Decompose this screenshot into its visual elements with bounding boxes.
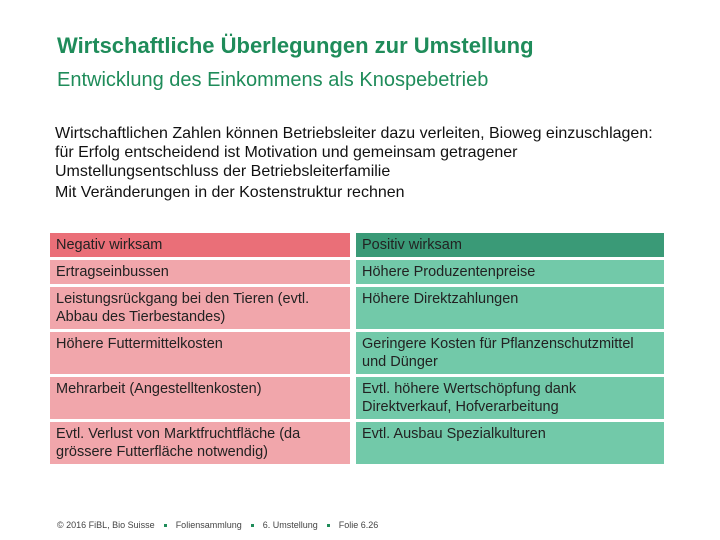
positive-cell: Höhere Direktzahlungen	[356, 287, 664, 329]
footer-slide-number: Folie 6.26	[338, 520, 379, 530]
negative-cell: Evtl. Verlust von Marktfruchtfläche (da grössere Futterfläche notwendig)	[50, 422, 350, 464]
footer-chapter: 6. Umstellung	[262, 520, 318, 530]
negative-cell: Höhere Futtermittelkosten	[50, 332, 350, 374]
negative-cell: Leistungsrückgang bei den Tieren (evtl. Abbau des Tierbestandes)	[50, 287, 350, 329]
intro-paragraph: Wirtschaftlichen Zahlen können Betriebsleiter dazu verleiten, Bioweg einzuschlagen: für Erfolg entscheidend ist Motivation und gemeinsam getragener Umstellungsentschluss der Betriebsleiterfamilie	[55, 125, 653, 180]
intro-paragraph: Mit Veränderungen in der Kostenstruktur rechnen	[55, 184, 405, 201]
table-row	[50, 287, 664, 329]
table-row	[50, 422, 664, 464]
table-row	[50, 260, 664, 284]
footer-collection: Foliensammlung	[175, 520, 242, 530]
negative-cell: Mehrarbeit (Angestelltenkosten)	[50, 377, 350, 419]
positive-cell: Höhere Produzentenpreise	[356, 260, 664, 284]
footer-copyright: © 2016 FiBL, Bio Suisse	[57, 520, 155, 530]
comparison-table	[44, 230, 670, 467]
negative-cell: Ertragseinbussen	[50, 260, 350, 284]
slide-title: Wirtschaftliche Überlegungen zur Umstellung	[57, 33, 534, 58]
positive-header: Positiv wirksam	[356, 233, 664, 257]
table-header-row	[50, 233, 664, 257]
slide-subtitle: Entwicklung des Einkommens als Knospebetrieb	[57, 69, 489, 91]
table-row	[50, 377, 664, 419]
footer-separator	[327, 524, 330, 527]
footer	[57, 520, 378, 530]
positive-cell: Evtl. höhere Wertschöpfung dank Direktverkauf, Hofverarbeitung	[356, 377, 664, 419]
positive-cell: Geringere Kosten für Pflanzenschutzmittel und Dünger	[356, 332, 664, 374]
footer-separator	[164, 524, 167, 527]
negative-header: Negativ wirksam	[50, 233, 350, 257]
positive-cell: Evtl. Ausbau Spezialkulturen	[356, 422, 664, 464]
intro-text	[55, 124, 675, 203]
footer-separator	[251, 524, 254, 527]
table-row	[50, 332, 664, 374]
